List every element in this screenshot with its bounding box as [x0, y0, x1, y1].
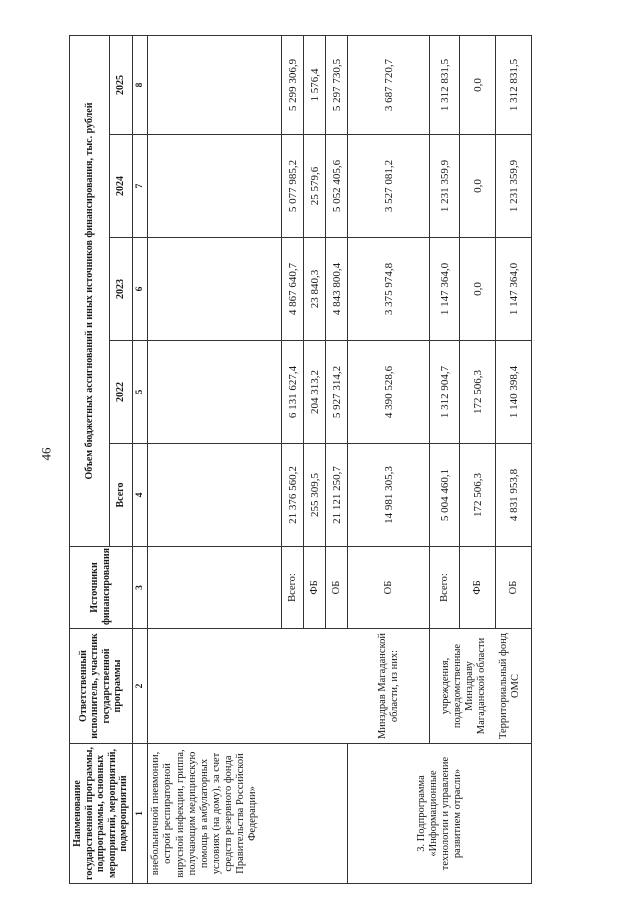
executor-omc-fund: Территориальный фонд ОМС — [497, 632, 522, 740]
amount-2025: 1 312 831,5 — [430, 36, 460, 135]
column-number: 5 — [132, 341, 148, 444]
header-program-name: Наименование государственной программы, подпрограммы, основных мероприятий, мероприятий, подмероприятий — [70, 744, 133, 884]
program-name-cell: внебольничной пневмонии, острой респираторной вирусной инфекции, гриппа, получающим медицинскую помощь в амбулаторных условиях (на дому), за счет средств резервного фонда Правительства Российской Федерации» — [148, 744, 348, 884]
header-2022: 2022 — [109, 341, 132, 444]
executor-ministry: Минздрав Магаданской области, из них: — [348, 629, 430, 744]
amount-2023: 3 375 974,8 — [348, 238, 430, 341]
amount-total: 255 309,5 — [304, 444, 326, 547]
amount-2023: 1 147 364,0 — [430, 238, 460, 341]
executor-fund — [430, 629, 532, 744]
amount-2023: 4 843 800,4 — [326, 238, 348, 341]
funding-source: ОБ — [326, 547, 348, 629]
header-executor: Ответственный исполнитель, участник государственной программы — [70, 629, 133, 744]
subprogram-name-cell: 3. Подпрограмма «Информационные технологии и управление развитием отрасли» — [348, 744, 532, 884]
amount-total: 5 004 460,1 — [430, 444, 460, 547]
funding-source: ФБ — [304, 547, 326, 629]
amount-2022: 6 131 627,4 — [282, 341, 304, 444]
amount-2022: 172 506,3 — [460, 341, 496, 444]
amount-2024: 5 052 405,6 — [326, 135, 348, 238]
header-2023: 2023 — [109, 238, 132, 341]
funding-source: ОБ — [348, 547, 430, 629]
executor-spacer — [148, 629, 348, 744]
executor-sub-institutions: учреждения, подведомственные Минздраву Магаданской области — [439, 637, 487, 735]
amount-2023: 4 867 640,7 — [282, 238, 304, 341]
source-spacer — [148, 547, 282, 629]
page-number: 46 — [38, 447, 54, 461]
amount-2022: 5 927 314,2 — [326, 341, 348, 444]
amount-2022: 4 390 528,6 — [348, 341, 430, 444]
column-number: 3 — [132, 547, 148, 629]
amount-total: 4 831 953,8 — [496, 444, 532, 547]
column-number: 1 — [132, 744, 148, 884]
column-number: 7 — [132, 135, 148, 238]
rotated-table-page — [69, 36, 609, 884]
funding-source: Всего: — [282, 547, 304, 629]
amount-2024: 5 077 985,2 — [282, 135, 304, 238]
header-funding-volume: Объем бюджетных ассигнований и иных источников финансирования, тыс. рублей — [70, 36, 110, 547]
amount-2025: 1 576,4 — [304, 36, 326, 135]
amount-2025: 5 297 730,5 — [326, 36, 348, 135]
amount-total: 14 981 305,3 — [348, 444, 430, 547]
amount-2024: 1 231 359,9 — [496, 135, 532, 238]
amount-2025: 5 299 306,9 — [282, 36, 304, 135]
column-number: 8 — [132, 36, 148, 135]
header-total: Всего — [109, 444, 132, 547]
header-2025: 2025 — [109, 36, 132, 135]
amount-total: 172 506,3 — [460, 444, 496, 547]
amount-2024: 1 231 359,9 — [430, 135, 460, 238]
amount-2023: 1 147 364,0 — [496, 238, 532, 341]
column-number: 4 — [132, 444, 148, 547]
amount-total: 21 376 560,2 — [282, 444, 304, 547]
column-number: 6 — [132, 238, 148, 341]
column-number: 2 — [132, 629, 148, 744]
amount-2022: 1 312 904,7 — [430, 341, 460, 444]
header-2024: 2024 — [109, 135, 132, 238]
amount-2022: 204 313,2 — [304, 341, 326, 444]
header-funding-source: Источники финансирования — [70, 547, 133, 629]
funding-source: ФБ — [460, 547, 496, 629]
amount-2022: 1 140 398,4 — [496, 341, 532, 444]
funding-table — [69, 35, 532, 884]
amount-2025: 3 687 720,7 — [348, 36, 430, 135]
amount-2025: 0,0 — [460, 36, 496, 135]
amount-2024: 0,0 — [460, 135, 496, 238]
funding-source: ОБ — [496, 547, 532, 629]
amount-total: 21 121 250,7 — [326, 444, 348, 547]
amount-2023: 23 840,3 — [304, 238, 326, 341]
amount-2023: 0,0 — [460, 238, 496, 341]
funding-source: Всего: — [430, 547, 460, 629]
amount-2025: 1 312 831,5 — [496, 36, 532, 135]
amount-2024: 25 579,6 — [304, 135, 326, 238]
amount-2024: 3 527 081,2 — [348, 135, 430, 238]
